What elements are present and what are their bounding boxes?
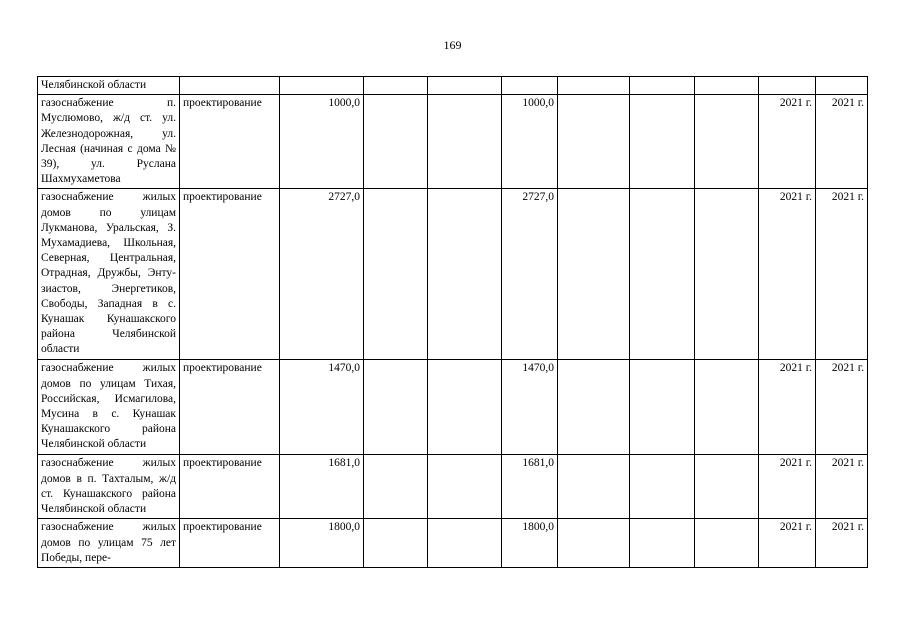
empty-cell <box>695 95 759 189</box>
empty-cell <box>630 360 695 455</box>
stage-cell: проектирование <box>180 519 280 568</box>
empty-cell <box>695 455 759 519</box>
empty-cell <box>428 95 502 189</box>
empty-cell <box>695 189 759 360</box>
amount-local-cell: 1470,0 <box>502 360 558 455</box>
stage-cell: проектирование <box>180 455 280 519</box>
stage-cell <box>180 77 280 95</box>
table-row <box>38 189 868 360</box>
stage-cell: проектирование <box>180 95 280 189</box>
amount-local-cell: 2727,0 <box>502 189 558 360</box>
empty-cell <box>695 519 759 568</box>
empty-cell <box>364 189 428 360</box>
start-year-cell: 2021 г. <box>759 455 816 519</box>
end-year-cell: 2021 г. <box>816 189 868 360</box>
end-year-cell <box>816 77 868 95</box>
table-row <box>38 519 868 568</box>
amount-local-cell <box>502 77 558 95</box>
empty-cell <box>695 360 759 455</box>
object-name-cell: Челябинской области <box>38 77 180 95</box>
empty-cell <box>558 189 630 360</box>
page-number: 169 <box>443 38 462 52</box>
empty-cell <box>364 455 428 519</box>
empty-cell <box>558 360 630 455</box>
amount-total-cell: 2727,0 <box>280 189 364 360</box>
empty-cell <box>364 360 428 455</box>
empty-cell <box>364 95 428 189</box>
start-year-cell: 2021 г. <box>759 519 816 568</box>
empty-cell <box>558 95 630 189</box>
table-row <box>38 455 868 519</box>
start-year-cell: 2021 г. <box>759 189 816 360</box>
empty-cell <box>558 77 630 95</box>
empty-cell <box>428 360 502 455</box>
start-year-cell: 2021 г. <box>759 360 816 455</box>
empty-cell <box>630 519 695 568</box>
object-name-cell: газоснабжение жилых домов в п. Тахталым, ж/д ст. Кунашакского района Челябинской области <box>38 455 180 519</box>
table-row <box>38 95 868 189</box>
empty-cell <box>630 95 695 189</box>
object-name-cell: газоснабжение жилых домов по улицам Лукманова, Уральская, З. Мухамадиева, Школьная, Северная, Центральная, Отрадная, Дружбы, Энтузиастов, Энергетиков, Свободы, Западная в с. Кунашак Кунашакского района Челябинской области <box>38 189 180 360</box>
start-year-cell: 2021 г. <box>759 95 816 189</box>
amount-total-cell: 1000,0 <box>280 95 364 189</box>
object-name-cell: газоснабжение п. Муслюмово, ж/д ст. ул. Железнодорожная, ул. Лесная (начиная с дома № 39), ул. Руслана Шахмухаметова <box>38 95 180 189</box>
empty-cell <box>630 77 695 95</box>
empty-cell <box>428 455 502 519</box>
end-year-cell: 2021 г. <box>816 360 868 455</box>
end-year-cell: 2021 г. <box>816 455 868 519</box>
object-name-cell: газоснабжение жилых домов по улицам 75 лет Победы, пере- <box>38 519 180 568</box>
object-name-cell: газоснабжение жилых домов по улицам Тихая, Российская, Исмагилова, Мусина в с. Кунашак Кунашакского района Челябинской области <box>38 360 180 455</box>
table-row <box>38 77 868 95</box>
empty-cell <box>630 189 695 360</box>
empty-cell <box>364 519 428 568</box>
empty-cell <box>695 77 759 95</box>
amount-total-cell: 1681,0 <box>280 455 364 519</box>
amount-total-cell: 1470,0 <box>280 360 364 455</box>
empty-cell <box>428 77 502 95</box>
empty-cell <box>630 455 695 519</box>
amount-local-cell: 1800,0 <box>502 519 558 568</box>
empty-cell <box>558 519 630 568</box>
empty-cell <box>558 455 630 519</box>
empty-cell <box>428 189 502 360</box>
amount-local-cell: 1681,0 <box>502 455 558 519</box>
amount-local-cell: 1000,0 <box>502 95 558 189</box>
end-year-cell: 2021 г. <box>816 95 868 189</box>
empty-cell <box>364 77 428 95</box>
stage-cell: проектирование <box>180 360 280 455</box>
amount-total-cell <box>280 77 364 95</box>
empty-cell <box>428 519 502 568</box>
table-row <box>38 360 868 455</box>
end-year-cell: 2021 г. <box>816 519 868 568</box>
stage-cell: проектирование <box>180 189 280 360</box>
start-year-cell <box>759 77 816 95</box>
investment-table <box>37 76 868 568</box>
amount-total-cell: 1800,0 <box>280 519 364 568</box>
